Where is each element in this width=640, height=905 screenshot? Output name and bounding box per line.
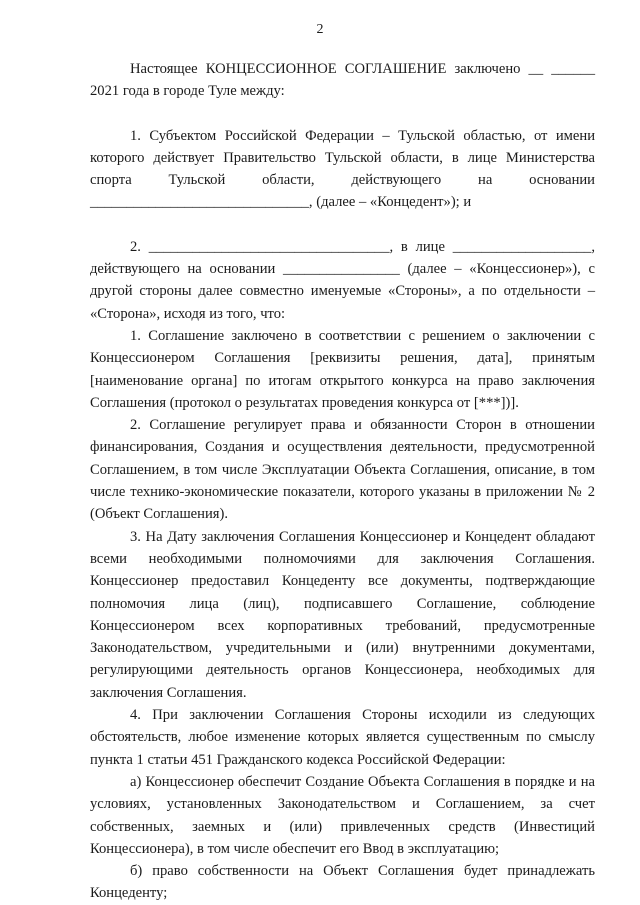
paragraph-clause-2: 2. Соглашение регулирует права и обязанности Сторон в отношении финансирования, Создания и осуществления деятельности, предусмотренной Соглашением, в том числе Эксплуатации Объекта Соглашения, описание, в том числе технико-экономические показатели, которого указаны в приложении № 2 (Объект Соглашения). bbox=[90, 417, 595, 523]
paragraph-party-2: 2. _________________________________, в лице ___________________, действующего на основании ________________ (далее – «Концессионер»), с другой стороны далее совместно именуемые «Стороны», а по отдельности – «Сторона», исходя из того, что: bbox=[90, 238, 595, 322]
paragraph-intro: Настоящее КОНЦЕССИОННОЕ СОГЛАШЕНИЕ заключено __ ______ 2021 года в городе Туле между: bbox=[90, 61, 595, 100]
document-body bbox=[90, 58, 595, 905]
paragraph-clause-1: 1. Соглашение заключено в соответствии с решением о заключении с Концессионером Соглашения [реквизиты решения, дата], принятым [наименование органа] по итогам открытого конкурса на право заключения Соглашения (протокол о результатах проведения конкурса от [***])]. bbox=[90, 327, 595, 411]
paragraph-clause-4: 4. При заключении Соглашения Стороны исходили из следующих обстоятельств, любое изменение которых является существенным по смыслу пункта 1 статьи 451 Гражданского кодекса Российской Федерации: bbox=[90, 707, 595, 768]
paragraph-clause-4b: б) право собственности на Объект Соглашения будет принадлежать Концеденту; bbox=[90, 863, 595, 902]
paragraph-clause-4a: а) Концессионер обеспечит Создание Объекта Соглашения в порядке и на условиях, установленных Законодательством и Соглашением, за счет собственных, заемных и (или) привлеченных средств (Инвестиций Концессионера), в том числе обеспечит его Ввод в эксплуатацию; bbox=[90, 773, 595, 857]
paragraph-party-1: 1. Субъектом Российской Федерации – Тульской областью, от имени которого действует Правительство Тульской области, в лице Министерства спорта Тульской области, действующего на основании ______________________________, (далее – «Концедент»); и bbox=[90, 127, 595, 211]
page-number: 2 bbox=[316, 22, 324, 37]
paragraph-clause-3: 3. На Дату заключения Соглашения Концессионер и Концедент обладают всеми необходимыми полномочиями для заключения Соглашения. Концессионер предоставил Концеденту все документы, подтверждающие полномочия лица (лиц), подписавшего Соглашение, соблюдение Концессионером всех корпоративных требований, предусмотренные Законодательством, учредительными и (или) внутренними документами, регулирующими деятельность органов Концессионера, необходимых для заключения Соглашения. bbox=[90, 528, 595, 701]
